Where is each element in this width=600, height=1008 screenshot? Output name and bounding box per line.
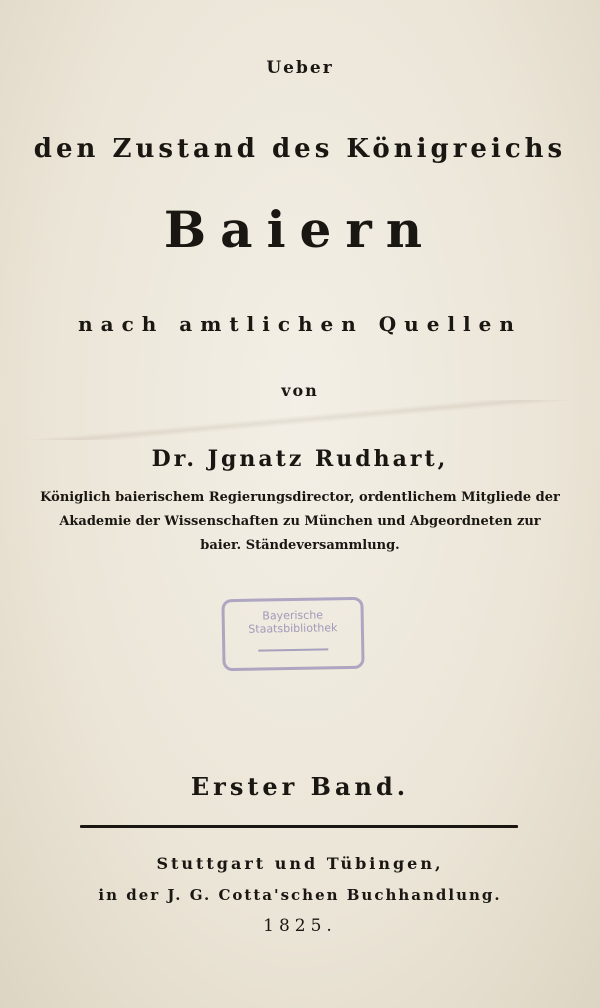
author-name: Dr. Jgnatz Rudhart, [151, 446, 449, 472]
author-desc-line-1: Königlich baierischem Regierungsdirector, ordentlichem Mitgliede der [40, 490, 560, 505]
title-line-zustand: den Zustand des Königreichs [33, 134, 567, 164]
author-desc-line-3: baier. Ständeversammlung. [200, 538, 400, 553]
title-line-von: von [281, 381, 319, 400]
title-main-baiern: Baiern [163, 200, 437, 259]
stamp-line-2: Staatsbibliothek [248, 621, 338, 636]
imprint-publisher: in der J. G. Cotta'schen Buchhandlung. [98, 886, 502, 904]
imprint-year: 1825. [263, 916, 337, 936]
imprint-place: Stuttgart und Tübingen, [156, 854, 444, 873]
volume-label: Erster Band. [190, 772, 410, 801]
author-desc-line-2: Akademie der Wissenschaften zu München und Abgeordneten zur [59, 514, 541, 529]
library-stamp [221, 597, 364, 671]
title-line-quellen: nach amtlichen Quellen [78, 312, 522, 336]
paper-crease [0, 400, 600, 440]
stamp-rule [258, 648, 328, 651]
divider-rule [80, 825, 518, 828]
stamp-line-1: Bayerische [262, 608, 324, 623]
title-line-ueber: Ueber [266, 58, 334, 78]
